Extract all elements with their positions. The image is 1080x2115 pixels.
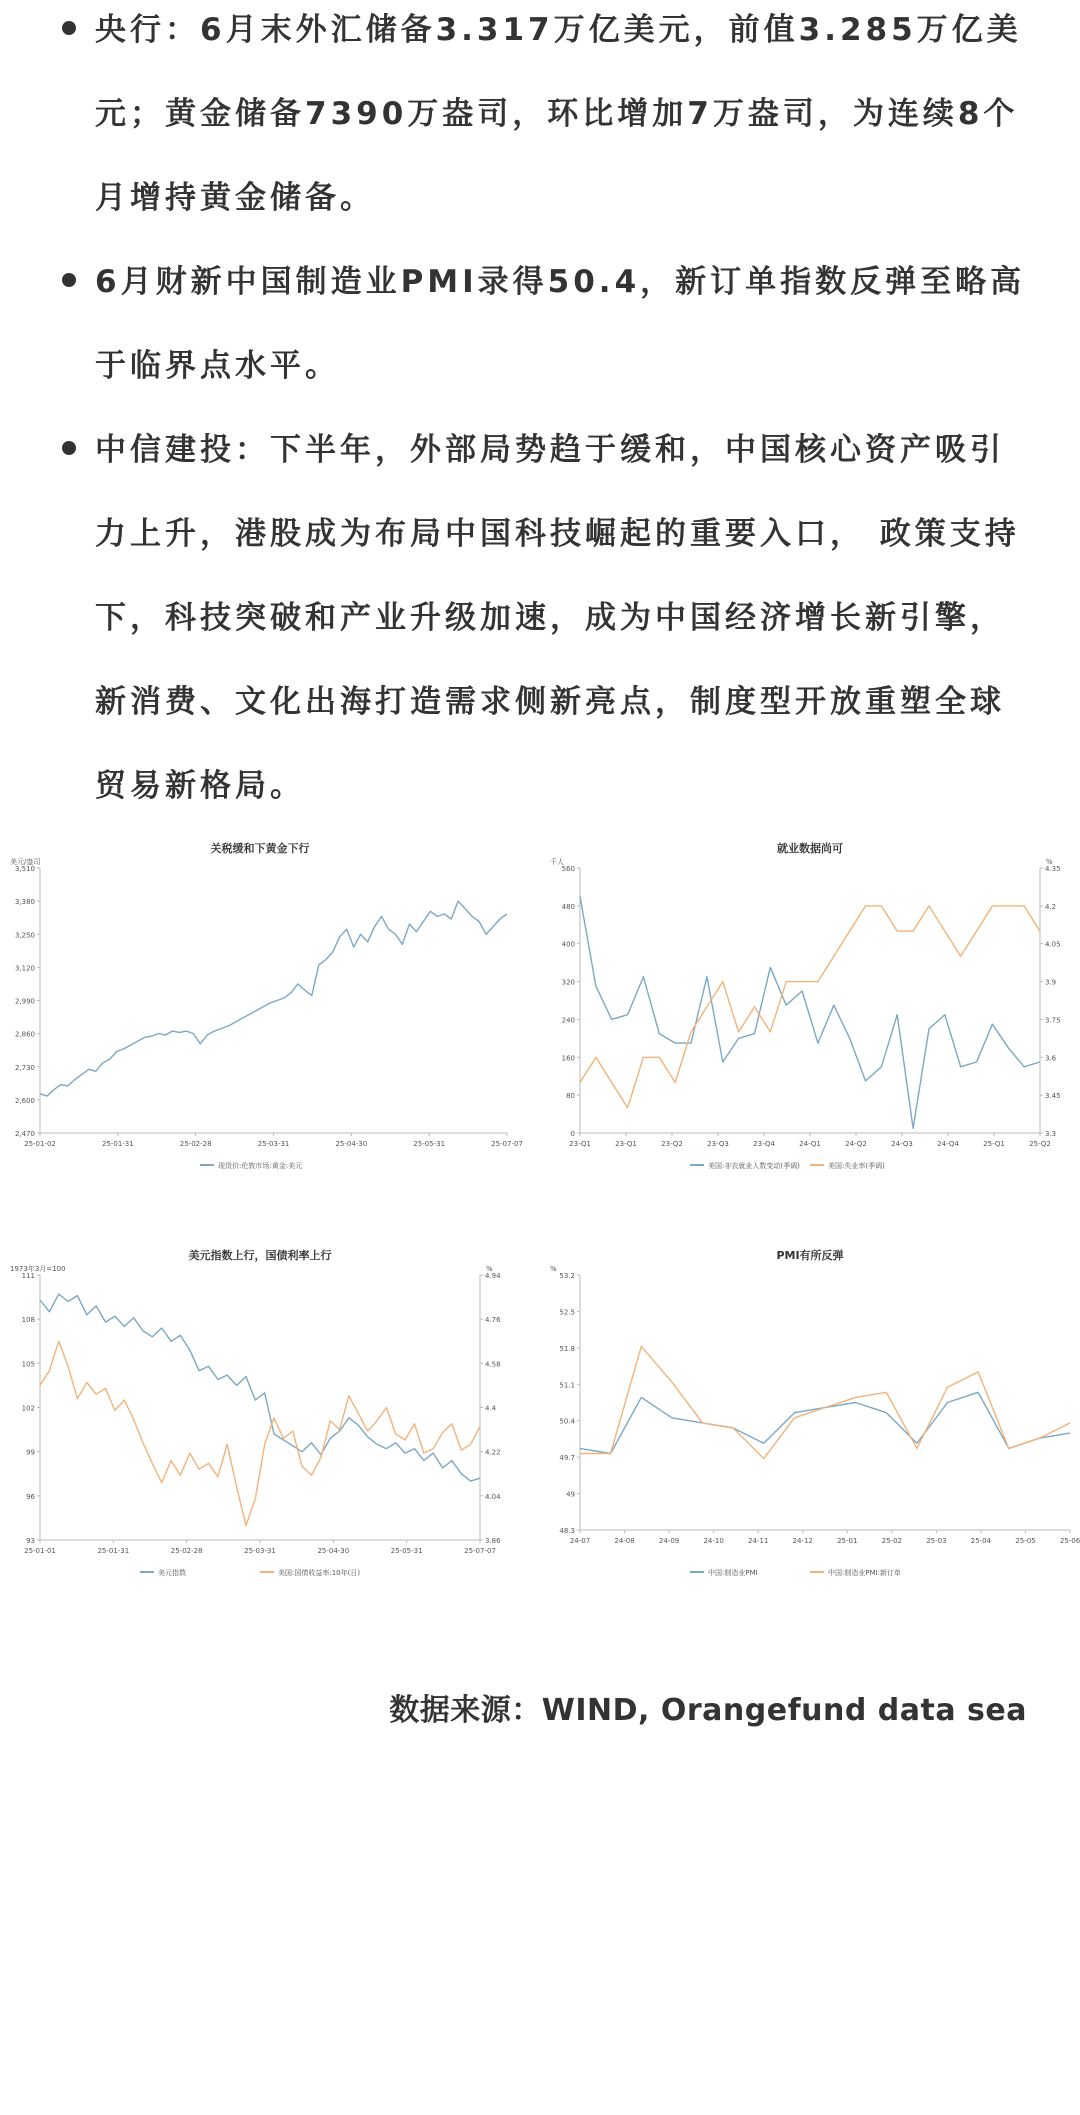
y-tick-label: 0 — [570, 1130, 575, 1138]
y-tick-label: 48.3 — [559, 1527, 575, 1535]
chart-dollar-yield — [5, 1245, 515, 1590]
bullet-text: 中信建投：下半年，外部局势趋于缓和，中国核心资产吸引力上升，港股成为布局中国科技崛起的重要入口， 政策支持下，科技突破和产业升级加速，成为中国经济增长新引擎，新消费、文化出海打造需求侧新亮点，制度型开放重塑全球贸易新格局。 — [95, 432, 1020, 804]
y-tick-label: 108 — [21, 1316, 35, 1325]
y-tick-label-right: 4.05 — [1045, 940, 1061, 949]
y-tick-label: 52.5 — [559, 1308, 575, 1317]
y-tick-label: 3,250 — [14, 931, 35, 940]
x-tick-label: 25-05 — [1015, 1537, 1036, 1545]
x-tick-label: 25-03-31 — [257, 1140, 290, 1148]
x-tick-label: 24-10 — [703, 1537, 724, 1545]
legend-label-0: 现货价:伦敦市场:黄金:美元 — [218, 1162, 303, 1170]
x-tick-label: 23-Q2 — [661, 1140, 683, 1148]
chart-legend — [690, 1161, 885, 1170]
y-tick-label: 111 — [21, 1272, 35, 1280]
chart-legend — [140, 1568, 360, 1577]
series-line-0 — [40, 1294, 480, 1481]
x-tick-label: 25-01 — [837, 1537, 858, 1545]
x-tick-label: 24-07 — [569, 1537, 591, 1545]
series-line-0 — [580, 896, 1040, 1128]
y-tick-label: 400 — [561, 940, 575, 949]
x-tick-label: 24-Q3 — [891, 1140, 913, 1148]
y-tick-label-right: 3.86 — [485, 1537, 501, 1545]
bullet-text: 央行：6月末外汇储备3.317万亿美元，前值3.285万亿美元；黄金储备7390万盎司，环比增加7万盎司，为连续8个月增持黄金储备。 — [95, 12, 1022, 216]
y-tick-label: 560 — [561, 865, 575, 873]
bullet-text: 6月财新中国制造业PMI录得50.4，新订单指数反弹至略高于临界点水平。 — [95, 264, 1026, 384]
x-tick-label: 23-Q3 — [707, 1140, 729, 1148]
y-tick-label: 240 — [561, 1016, 575, 1025]
x-tick-label: 25-03 — [926, 1537, 947, 1545]
x-tick-label: 25-04 — [970, 1537, 992, 1545]
x-tick-label: 25-02-28 — [170, 1547, 203, 1555]
y-tick-label-right: 3.6 — [1045, 1054, 1057, 1063]
y-tick-label: 53.2 — [559, 1272, 575, 1280]
y-tick-label: 2,860 — [14, 1030, 35, 1039]
y-tick-label: 96 — [26, 1492, 35, 1501]
y-tick-label: 3,380 — [14, 898, 35, 907]
x-tick-label: 25-06 — [1059, 1537, 1080, 1545]
x-tick-label: 25-04-30 — [317, 1547, 350, 1555]
y-tick-label-right: 4.22 — [485, 1448, 501, 1457]
chart-title: PMI有所反弹 — [776, 1249, 844, 1262]
x-tick-label: 24-12 — [792, 1537, 813, 1545]
y-tick-label: 51.1 — [559, 1381, 575, 1390]
legend-label-0: 中国:制造业PMI — [708, 1569, 758, 1577]
y-tick-label: 50.4 — [559, 1417, 575, 1426]
y-tick-label: 49 — [566, 1490, 575, 1499]
chart-pmi-svg — [540, 1245, 1080, 1590]
x-tick-label: 25-01-01 — [24, 1547, 56, 1555]
y-tick-label: 51.8 — [559, 1344, 575, 1353]
y-tick-label-right: 4.2 — [1045, 902, 1057, 911]
y-tick-label: 160 — [561, 1054, 575, 1063]
legend-label-1: 美国:失业率(季调) — [828, 1162, 885, 1170]
y-tick-label: 80 — [566, 1092, 575, 1101]
bullet-dot-icon — [62, 21, 76, 35]
chart-dollar-yield-svg — [5, 1245, 515, 1590]
y-tick-label-right: 4.35 — [1045, 865, 1061, 873]
x-tick-label: 24-Q1 — [799, 1140, 821, 1148]
bullet-dot-icon — [62, 441, 76, 455]
bullet-dot-icon — [62, 273, 76, 287]
y-tick-label: 2,990 — [14, 997, 35, 1006]
chart-title: 美元指数上行，国债利率上行 — [188, 1249, 332, 1262]
y-tick-label-right: 4.04 — [485, 1492, 501, 1501]
y-tick-label-right: 3.3 — [1045, 1130, 1057, 1138]
data-source-note: 数据来源：WIND, Orangefund data sea — [389, 1693, 1027, 1728]
x-tick-label: 23-Q1 — [615, 1140, 637, 1148]
chart-ylabel: 美元/盎司 — [10, 858, 41, 866]
series-line-1 — [580, 906, 1040, 1108]
news-bullet-list — [0, 0, 1080, 840]
y-tick-label-right: 4.58 — [485, 1360, 501, 1369]
x-tick-label: 24-09 — [658, 1537, 680, 1545]
x-tick-label: 25-02 — [881, 1537, 902, 1545]
y-tick-label: 102 — [21, 1404, 35, 1413]
news-bullet-citic — [0, 408, 1080, 828]
y-tick-label: 2,600 — [14, 1096, 35, 1105]
chart-legend — [690, 1568, 901, 1577]
chart-employment — [540, 838, 1080, 1183]
chart-ylabel: 千人 — [550, 858, 564, 866]
chart-title: 关税缓和下黄金下行 — [210, 842, 310, 855]
x-tick-label: 25-03-31 — [244, 1547, 276, 1555]
chart-ylabel: 1973年3月=100 — [10, 1265, 66, 1273]
series-line-1 — [580, 1346, 1070, 1458]
x-tick-label: 24-Q4 — [937, 1140, 959, 1148]
y-tick-label-right: 3.9 — [1045, 978, 1057, 987]
chart-ylabel-right: % — [486, 1265, 493, 1273]
y-tick-label-right: 4.4 — [485, 1404, 497, 1413]
y-tick-label: 49.7 — [559, 1454, 575, 1463]
x-tick-label: 23-Q1 — [569, 1140, 591, 1148]
series-line-1 — [40, 1341, 480, 1525]
chart-employment-svg — [540, 838, 1080, 1183]
x-tick-label: 25-05-31 — [390, 1547, 423, 1555]
chart-ylabel: % — [550, 1265, 557, 1273]
chart-pmi — [540, 1245, 1080, 1590]
x-tick-label: 25-07-07 — [464, 1547, 496, 1555]
legend-label-0: 美国:非农就业人数变动(季调) — [708, 1162, 800, 1170]
y-tick-label-right: 3.75 — [1045, 1016, 1061, 1025]
y-tick-label: 3,510 — [14, 865, 35, 873]
x-tick-label: 25-Q1 — [983, 1140, 1005, 1148]
y-tick-label-right: 4.76 — [485, 1316, 501, 1325]
y-tick-label: 93 — [26, 1537, 35, 1545]
chart-gold-svg — [5, 838, 523, 1183]
y-tick-label: 2,730 — [14, 1063, 35, 1072]
y-tick-label: 480 — [561, 902, 575, 911]
legend-label-0: 美元指数 — [158, 1569, 186, 1577]
x-tick-label: 25-02-28 — [179, 1140, 212, 1148]
legend-label-1: 中国:制造业PMI:新订单 — [828, 1569, 902, 1577]
legend-label-1: 美国:国债收益率:10年(日) — [278, 1569, 361, 1577]
news-bullet-pmi — [0, 240, 1080, 408]
chart-title: 就业数据尚可 — [777, 842, 843, 855]
news-bullet-reserves — [0, 0, 1080, 240]
y-tick-label: 320 — [561, 978, 575, 987]
x-tick-label: 25-01-02 — [24, 1140, 56, 1148]
x-tick-label: 25-01-31 — [97, 1547, 130, 1555]
chart-gold — [5, 838, 523, 1183]
x-tick-label: 25-07-07 — [491, 1140, 523, 1148]
y-tick-label-right: 4.94 — [485, 1272, 501, 1280]
y-tick-label: 99 — [26, 1448, 35, 1457]
x-tick-label: 24-Q2 — [845, 1140, 867, 1148]
x-tick-label: 23-Q4 — [753, 1140, 775, 1148]
y-tick-label-right: 3.45 — [1045, 1092, 1061, 1101]
y-tick-label: 105 — [21, 1360, 35, 1369]
x-tick-label: 25-04-30 — [335, 1140, 368, 1148]
series-line-0 — [580, 1392, 1070, 1453]
x-tick-label: 25-05-31 — [413, 1140, 446, 1148]
y-tick-label: 2,470 — [14, 1130, 35, 1138]
x-tick-label: 25-Q2 — [1029, 1140, 1051, 1148]
x-tick-label: 25-01-31 — [101, 1140, 134, 1148]
x-tick-label: 24-08 — [614, 1537, 635, 1545]
chart-legend — [200, 1161, 302, 1170]
y-tick-label: 3,120 — [14, 964, 35, 973]
x-tick-label: 24-11 — [748, 1537, 769, 1545]
chart-ylabel-right: % — [1046, 858, 1053, 866]
series-line-0 — [40, 901, 507, 1096]
